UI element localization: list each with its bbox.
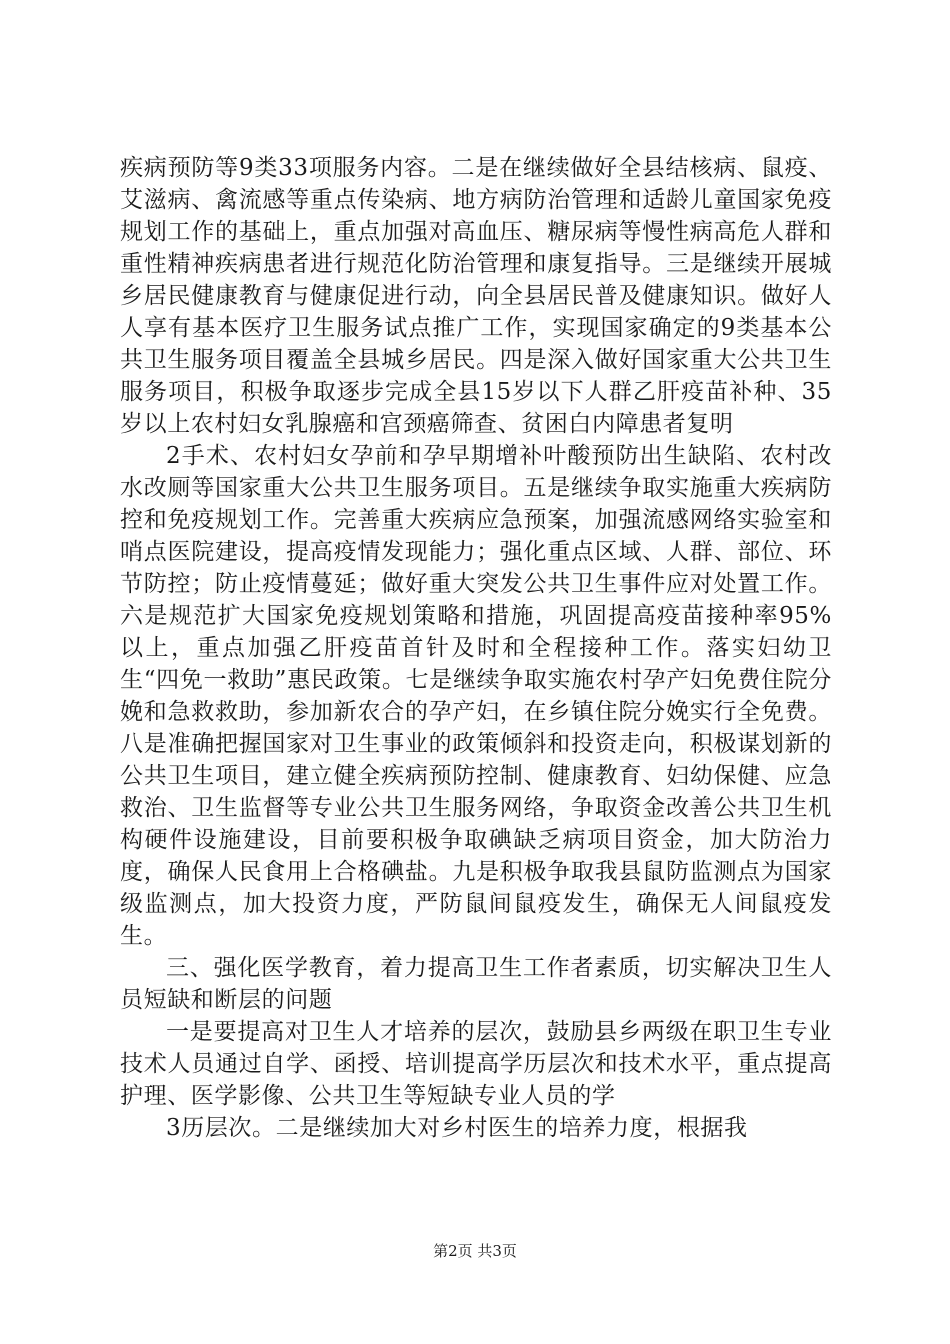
paragraph-1: 疾病预防等9类33项服务内容。二是在继续做好全县结核病、鼠疫、艾滋病、禽流感等重点传染病、地方病防治管理和适龄儿童国家免疫规划工作的基础上，重点加强对高血压、糖尿病等慢性病高危人群和重性精神疾病患者进行规范化防治管理和康复指导。三是继续开展城乡居民健康教育与健康促进行动，向全县居民普及健康知识。做好人人享有基本医疗卫生服务试点推广工作，实现国家确定的9类基本公共卫生服务项目覆盖全县城乡居民。四是深入做好国家重大公共卫生服务项目，积极争取逐步完成全县15岁以下人群乙肝疫苗补种、35岁以上农村妇女乳腺癌和宫颈癌筛查、贫困白内障患者复明 xyxy=(120,155,832,437)
section-heading: 三、强化医学教育，着力提高卫生工作者素质，切实解决卫生人员短缺和断层的问题 xyxy=(120,955,832,1013)
paragraph-2: 2手术、农村妇女孕前和孕早期增补叶酸预防出生缺陷、农村改水改厕等国家重大公共卫生服务项目。五是继续争取实施重大疾病防控和免疫规划工作。完善重大疾病应急预案，加强流感网络实验室和哨点医院建设，提高疫情发现能力；强化重点区域、人群、部位、环节防控；防止疫情蔓延；做好重大突发公共卫生事件应对处置工作。六是规范扩大国家免疫规划策略和措施，巩固提高疫苗接种率95%以上，重点加强乙肝疫苗首针及时和全程接种工作。落实妇幼卫生“四免一救助”惠民政策。七是继续争取实施农村孕产妇免费住院分娩和急救救助，参加新农合的孕产妇，在乡镇住院分娩实行全免费。八是准确把握国家对卫生事业的政策倾斜和投资走向，积极谋划新的公共卫生项目，建立健全疾病预防控制、健康教育、妇幼保健、应急救治、卫生监督等专业公共卫生服务网络，争取资金改善公共卫生机构硬件设施建设，目前要积极争取碘缺乏病项目资金，加大防治力度，确保人民食用上合格碘盐。九是积极争取我县鼠防监测点为国家级监测点，加大投资力度，严防鼠间鼠疫发生，确保无人间鼠疫发生。 xyxy=(120,443,832,949)
paragraph-5: 3历层次。二是继续加大对乡村医生的培养力度，根据我 xyxy=(166,1115,748,1141)
page-footer: 第2页 共3页 xyxy=(433,1242,517,1260)
document-body xyxy=(120,152,832,1144)
paragraph-4: 一是要提高对卫生人才培养的层次，鼓励县乡两级在职卫生专业技术人员通过自学、函授、培训提高学历层次和技术水平，重点提高护理、医学影像、公共卫生等短缺专业人员的学 xyxy=(120,1019,832,1109)
